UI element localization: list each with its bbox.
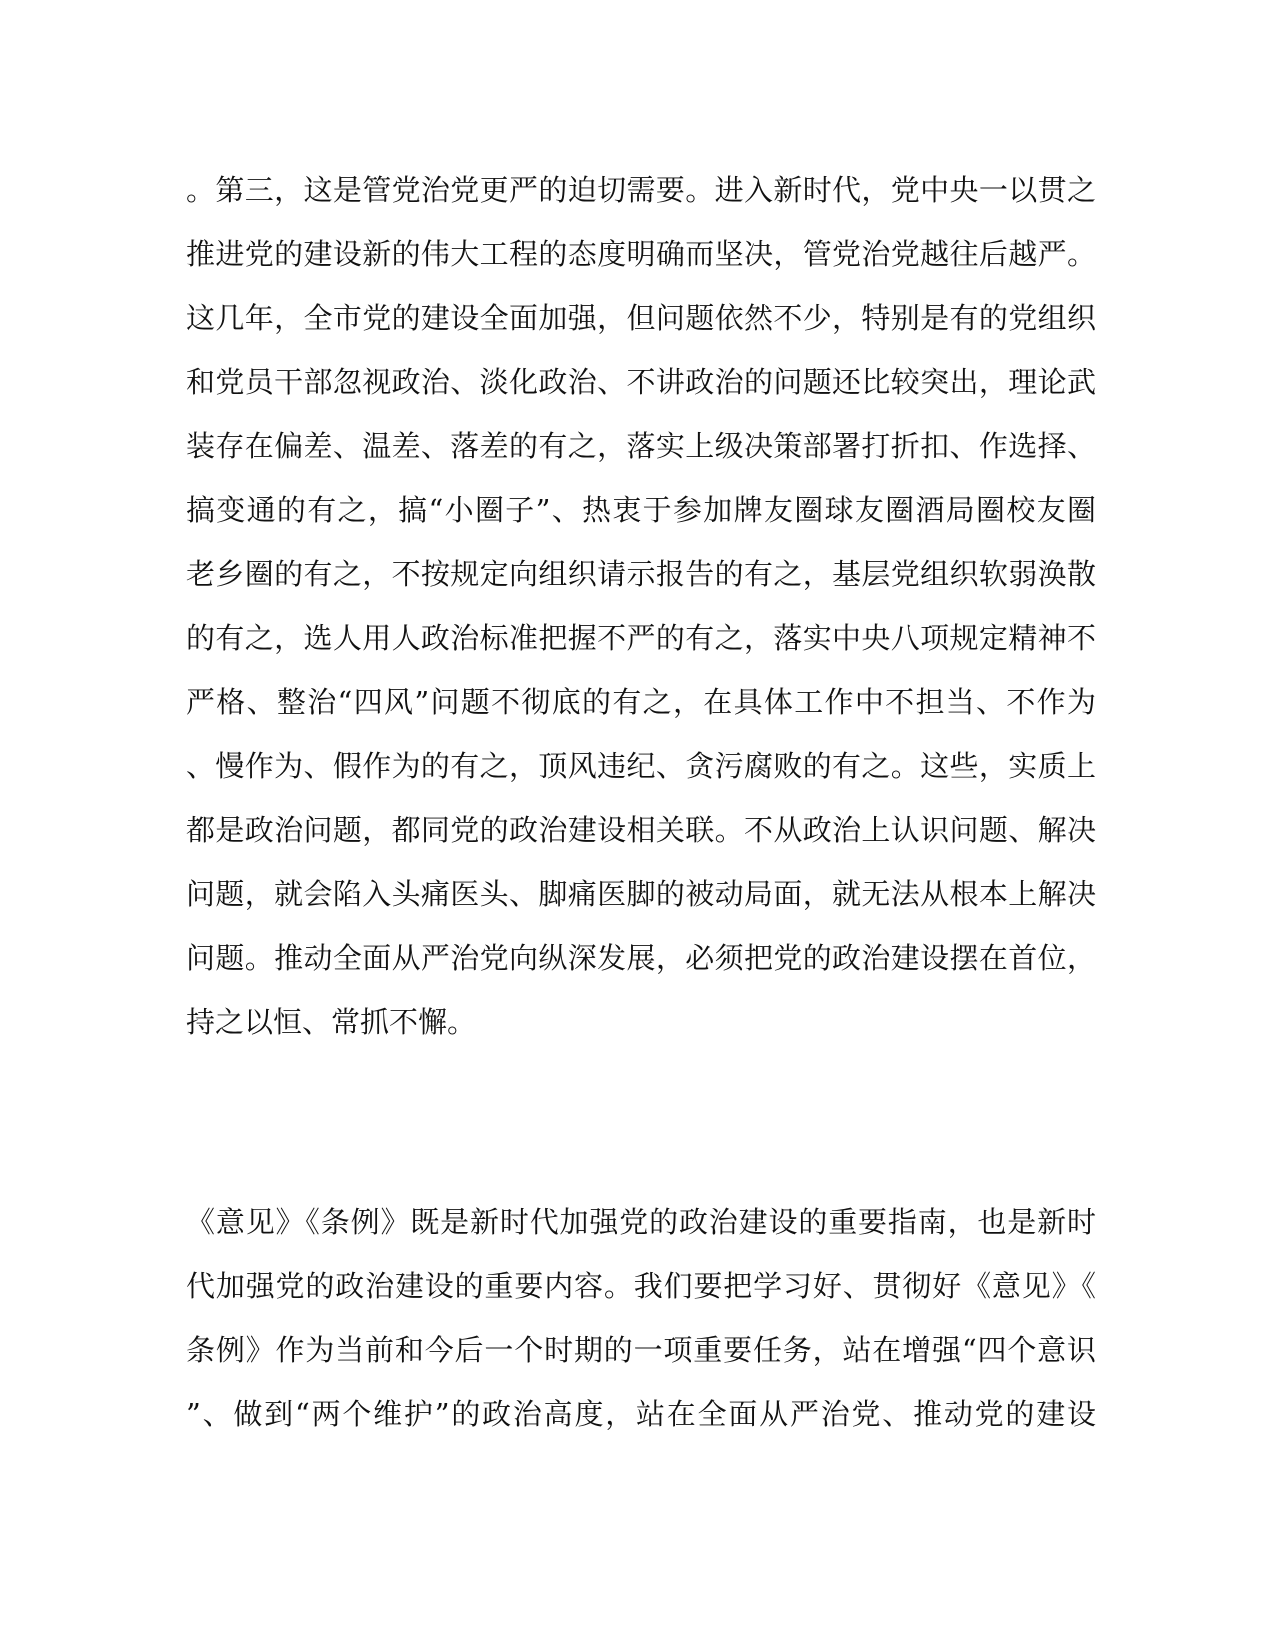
- paragraph-2: [186, 1190, 1096, 1446]
- text-line: 问题。推动全面从严治党向纵深发展，必须把党的政治建设摆在首位，: [186, 941, 1096, 975]
- paragraph-1: [186, 158, 1096, 1054]
- text-line: 。第三，这是管党治党更严的迫切需要。进入新时代，党中央一以贯之: [186, 173, 1096, 207]
- text-line: 搞变通的有之，搞“小圈子”、热衷于参加牌友圈球友圈酒局圈校友圈: [186, 493, 1096, 527]
- text-line: 问题，就会陷入头痛医头、脚痛医脚的被动局面，就无法从根本上解决: [186, 877, 1096, 911]
- text-line: 装存在偏差、温差、落差的有之，落实上级决策部署打折扣、作选择、: [186, 429, 1096, 463]
- text-line: 、慢作为、假作为的有之，顶风违纪、贪污腐败的有之。这些，实质上: [186, 749, 1096, 783]
- text-line: 推进党的建设新的伟大工程的态度明确而坚决，管党治党越往后越严。: [186, 237, 1096, 271]
- text-line: 持之以恒、常抓不懈。: [186, 1005, 477, 1039]
- text-line: 的有之，选人用人政治标准把握不严的有之，落实中央八项规定精神不: [186, 621, 1096, 655]
- text-line: ”、做到“两个维护”的政治高度，站在全面从严治党、推动党的建设: [186, 1397, 1096, 1431]
- text-line: 都是政治问题，都同党的政治建设相关联。不从政治上认识问题、解决: [186, 813, 1096, 847]
- text-line: 《意见》《条例》既是新时代加强党的政治建设的重要指南，也是新时: [186, 1205, 1096, 1239]
- text-line: 老乡圈的有之，不按规定向组织请示报告的有之，基层党组织软弱涣散: [186, 557, 1096, 591]
- text-line: 这几年，全市党的建设全面加强，但问题依然不少，特别是有的党组织: [186, 301, 1096, 335]
- text-line: 严格、整治“四风”问题不彻底的有之，在具体工作中不担当、不作为: [186, 685, 1096, 719]
- text-line: 代加强党的政治建设的重要内容。我们要把学习好、贯彻好《意见》《: [186, 1269, 1096, 1303]
- text-line: 条例》作为当前和今后一个时期的一项重要任务，站在增强“四个意识: [186, 1333, 1096, 1367]
- text-line: 和党员干部忽视政治、淡化政治、不讲政治的问题还比较突出，理论武: [186, 365, 1096, 399]
